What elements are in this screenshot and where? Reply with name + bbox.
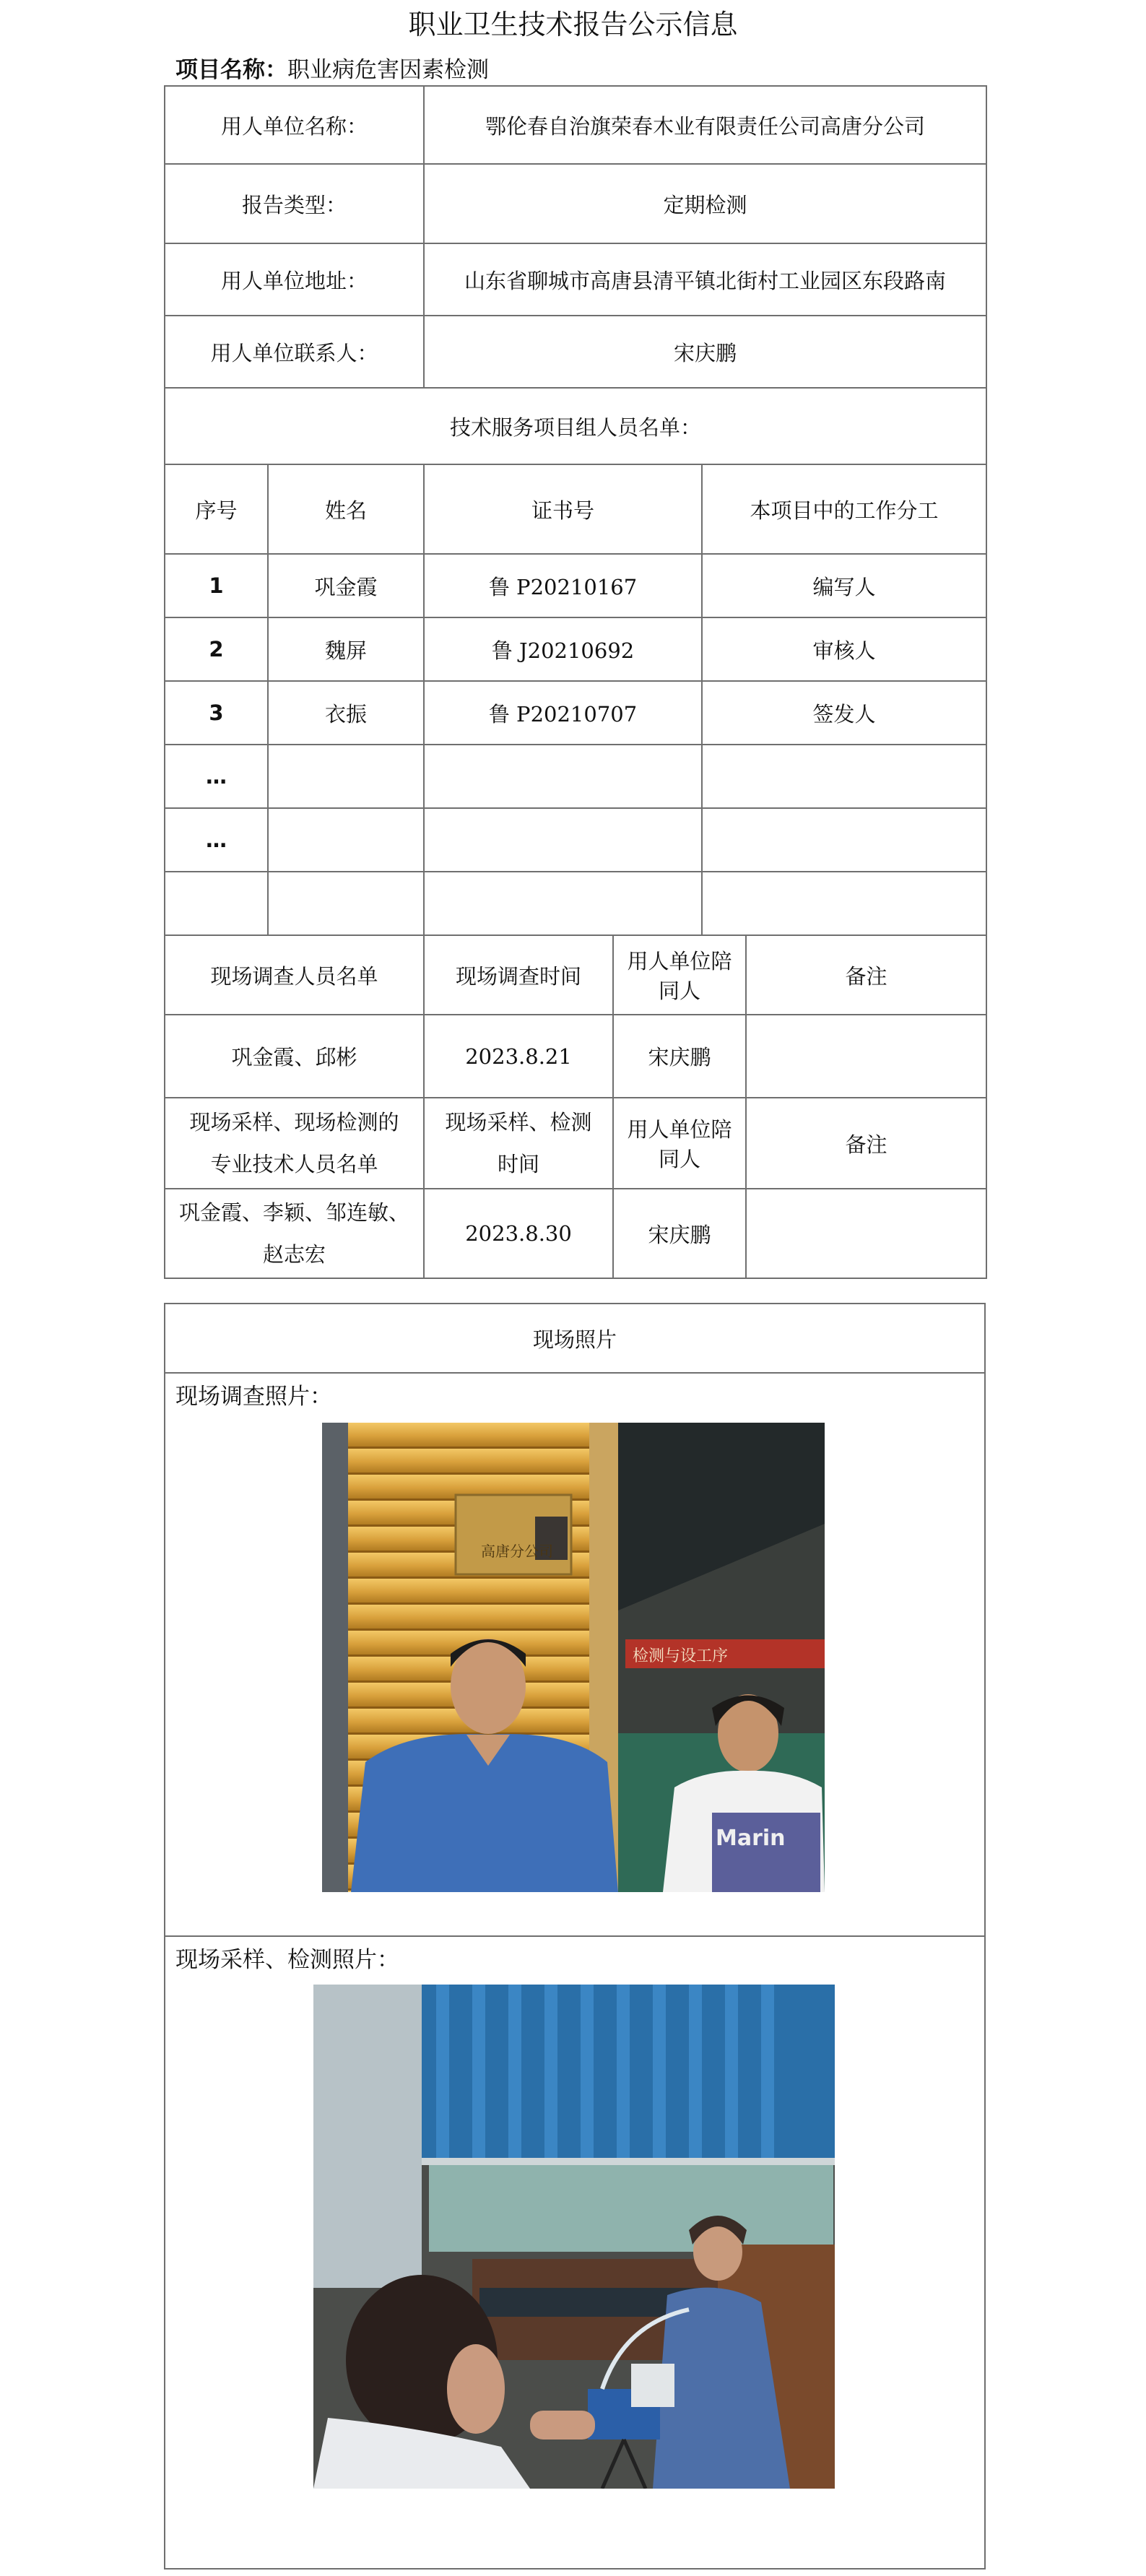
team-row-cert: 鲁 J20210692: [424, 617, 702, 681]
team-row-name: 巩金霞: [268, 554, 424, 617]
report-info-table: [164, 85, 987, 1279]
report-type-value: 定期检测: [424, 164, 986, 243]
sampling-header-names-line2: 专业技术人员名单: [210, 1152, 378, 1176]
survey-escort: 宋庆鹏: [613, 1015, 746, 1098]
team-row-cert: [424, 745, 702, 808]
table-row: [165, 554, 986, 617]
survey-header-remark: 备注: [746, 935, 986, 1015]
table-row: [165, 872, 986, 935]
team-row-no: [165, 872, 268, 935]
survey-photo-label: 现场调查照片：: [175, 1384, 332, 1410]
sampling-photo-image: [313, 1985, 835, 2489]
project-line: [175, 52, 489, 88]
survey-header-time: 现场调查时间: [424, 935, 613, 1015]
sampling-header-time-line2: 时间: [498, 1152, 540, 1176]
team-row-cert: [424, 808, 702, 872]
survey-names: 巩金霞、邱彬: [165, 1015, 424, 1098]
report-type-label: 报告类型：: [165, 164, 424, 243]
sampling-photo-label: 现场采样、检测照片：: [175, 1947, 399, 1973]
team-row-role: [702, 872, 986, 935]
team-row-name: [268, 872, 424, 935]
project-label: 项目名称：: [175, 57, 287, 83]
team-header-role: 本项目中的工作分工: [702, 464, 986, 554]
team-header-cert: 证书号: [424, 464, 702, 554]
team-row-name: 衣振: [268, 681, 424, 745]
shirt-text: Marin: [716, 1826, 786, 1851]
survey-photo: [322, 1423, 825, 1892]
sampling-header-time: [424, 1098, 613, 1189]
team-row-cert: 鲁 P20210707: [424, 681, 702, 745]
survey-remark: [746, 1015, 986, 1098]
team-row-no: …: [165, 808, 268, 872]
banner-text: 检测与设工序: [633, 1647, 729, 1665]
sampling-header-remark: 备注: [746, 1098, 986, 1189]
survey-header-names: 现场调查人员名单: [165, 935, 424, 1015]
table-row: [165, 617, 986, 681]
sampling-header-names: [165, 1098, 424, 1189]
table-row: [165, 681, 986, 745]
contact-label: 用人单位联系人：: [165, 316, 424, 388]
address-label: 用人单位地址：: [165, 243, 424, 316]
team-row-role: 编写人: [702, 554, 986, 617]
sampling-header-time-line1: 现场采样、检测: [445, 1110, 592, 1135]
sampling-remark: [746, 1189, 986, 1278]
sampling-names-line2: 赵志宏: [263, 1242, 326, 1267]
employer-name-label: 用人单位名称：: [165, 86, 424, 164]
team-row-cert: 鲁 P20210167: [424, 554, 702, 617]
team-title: 技术服务项目组人员名单：: [165, 388, 986, 464]
plaque-text: 高唐分公司: [481, 1543, 553, 1560]
sampling-names-line1: 巩金霞、李颖、邹连敏、: [179, 1200, 410, 1225]
team-row-no: 3: [165, 681, 268, 745]
team-row-name: [268, 745, 424, 808]
team-row-no: 1: [165, 554, 268, 617]
employer-name-value: 鄂伦春自治旗荣春木业有限责任公司高唐分公司: [424, 86, 986, 164]
team-row-role: [702, 808, 986, 872]
team-row-no: 2: [165, 617, 268, 681]
survey-photo-image: [322, 1423, 825, 1892]
team-row-name: 魏屏: [268, 617, 424, 681]
team-row-role: 审核人: [702, 617, 986, 681]
sampling-photo: [313, 1985, 835, 2489]
sampling-time: 2023.8.30: [424, 1189, 613, 1278]
team-row-name: [268, 808, 424, 872]
team-header-name: 姓名: [268, 464, 424, 554]
survey-header-escort: 用人单位陪同人: [613, 935, 746, 1015]
team-row-role: 签发人: [702, 681, 986, 745]
sampling-header-escort: 用人单位陪同人: [613, 1098, 746, 1189]
survey-time: 2023.8.21: [424, 1015, 613, 1098]
sampling-header-names-line1: 现场采样、现场检测的: [189, 1110, 399, 1135]
sampling-escort: 宋庆鹏: [613, 1189, 746, 1278]
table-row: [165, 808, 986, 872]
page-title: 职业卫生技术报告公示信息: [408, 9, 738, 40]
team-row-no: …: [165, 745, 268, 808]
table-row: [165, 745, 986, 808]
project-value: 职业病危害因素检测: [287, 57, 489, 83]
team-header-no: 序号: [165, 464, 268, 554]
sampling-names: [165, 1189, 424, 1278]
team-row-cert: [424, 872, 702, 935]
address-value: 山东省聊城市高唐县清平镇北街村工业园区东段路南: [424, 243, 986, 316]
team-row-role: [702, 745, 986, 808]
contact-value: 宋庆鹏: [424, 316, 986, 388]
photo-section-title: 现场照片: [165, 1304, 985, 1373]
